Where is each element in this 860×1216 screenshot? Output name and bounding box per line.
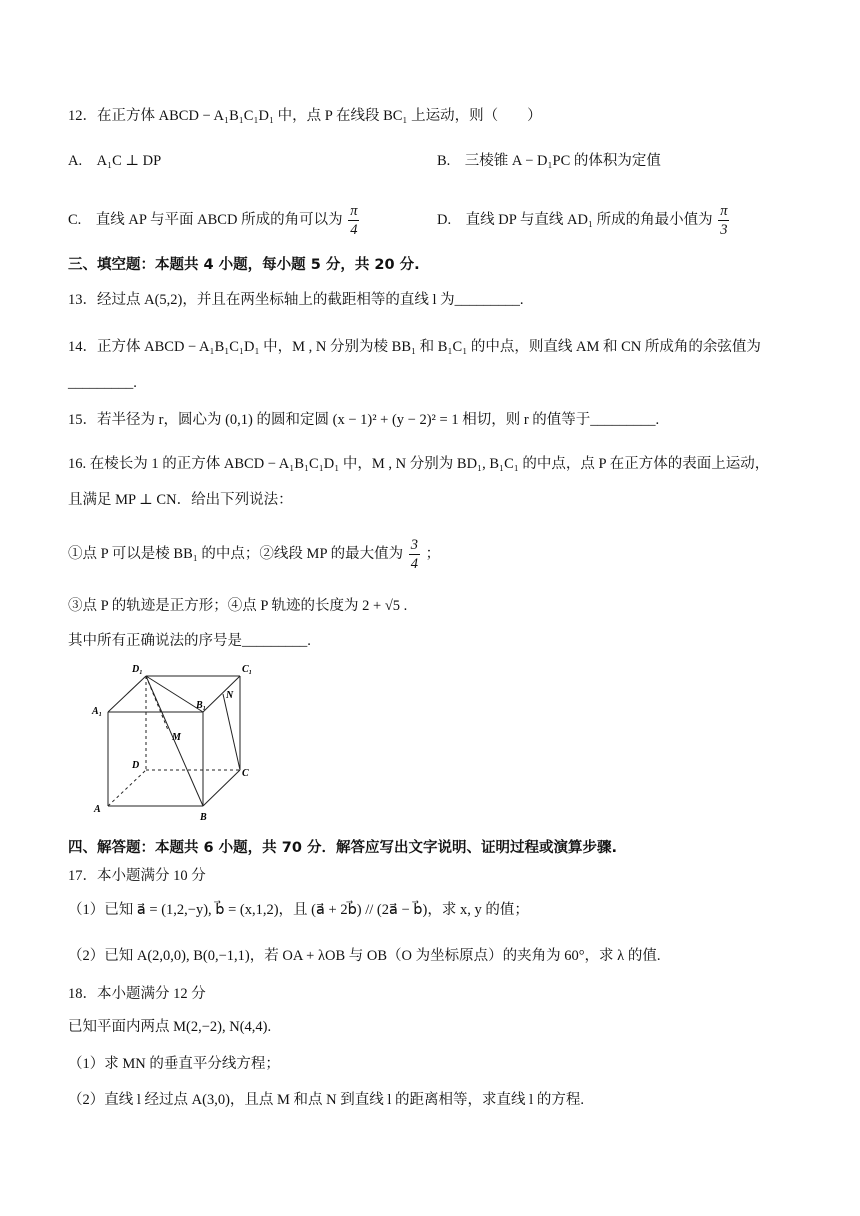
section-3-heading: 三、填空题：本题共 4 小题，每小题 5 分，共 20 分. xyxy=(68,257,420,273)
q12-option-c xyxy=(68,202,361,239)
q18-intro: 已知平面内两点 M(2,−2), N(4,4). xyxy=(68,1019,272,1035)
label-d: D xyxy=(132,760,140,771)
q16-line1: 16. 在棱长为 1 的正方体 ABCD − A₁B₁C₁D₁ 中，M , N 分别为 BD₁, B₁C₁ 的中点，点 P 在正方体的表面上运动， xyxy=(68,456,770,472)
q18-part2: （2）直线 l 经过点 A(3,0)，且点 M 和点 N 到直线 l 的距离相等，求直线 l 的方程. xyxy=(68,1092,584,1108)
label-n: N xyxy=(226,690,234,701)
q16-line3 xyxy=(68,536,440,573)
q17-title: 17．本小题满分 10 分 xyxy=(68,868,206,884)
q16-line3-text: ①点 P 可以是棱 BB₁ 的中点；②线段 MP 的最大值为 xyxy=(68,545,404,562)
label-b1: B₁ xyxy=(196,700,207,711)
q12-option-d xyxy=(437,202,731,239)
q12-option-d-text: D. 直线 DP 与直线 AD₁ 所成的角最小值为 xyxy=(437,211,713,228)
q16-fraction xyxy=(409,536,420,573)
fraction-numerator: π xyxy=(720,203,728,219)
label-c: C xyxy=(242,768,249,779)
q12-option-d-fraction xyxy=(718,202,729,239)
q12-option-a: A. A₁C ⊥ DP xyxy=(68,153,162,169)
label-b: B xyxy=(200,812,207,823)
fraction-numerator: 3 xyxy=(410,537,418,553)
q16-line4: ③点 P 的轨迹是正方形；④点 P 轨迹的长度为 2 + √5 . xyxy=(68,598,408,614)
q17-part2: （2）已知 A(2,0,0), B(0,−1,1)，若 OA + λOB 与 OB（O 为坐标原点）的夹角为 60°，求 λ 的值. xyxy=(68,948,661,964)
section-4-heading: 四、解答题：本题共 6 小题，共 70 分．解答应写出文字说明、证明过程或演算步骤. xyxy=(68,840,617,856)
q14-line1: 14．正方体 ABCD − A₁B₁C₁D₁ 中，M , N 分别为棱 BB₁ 和 B₁C₁ 的中点，则直线 AM 和 CN 所成角的余弦值为 xyxy=(68,339,761,355)
label-m: M xyxy=(172,732,181,743)
q16-line5: 其中所有正确说法的序号是_________. xyxy=(68,633,311,649)
label-c1: C₁ xyxy=(242,664,253,675)
q12-option-b: B. 三棱锥 A − D₁PC 的体积为定值 xyxy=(437,153,661,169)
q12-option-c-text: C. 直线 AP 与平面 ABCD 所成的角可以为 xyxy=(68,211,343,228)
cube-figure xyxy=(88,658,268,826)
fraction-numerator: π xyxy=(350,203,358,219)
q14-line2: _________. xyxy=(68,375,137,391)
q18-part1: （1）求 MN 的垂直平分线方程； xyxy=(68,1056,280,1072)
fraction-denominator: 3 xyxy=(720,222,728,238)
fraction-denominator: 4 xyxy=(410,556,418,572)
label-a: A xyxy=(94,804,101,815)
q13: 13．经过点 A(5,2)，并且在两坐标轴上的截距相等的直线 l 为_________. xyxy=(68,292,524,308)
fraction-denominator: 4 xyxy=(350,222,358,238)
label-a1: A₁ xyxy=(92,706,103,717)
label-d1: D₁ xyxy=(132,664,143,675)
q18-title: 18．本小题满分 12 分 xyxy=(68,986,206,1002)
q12-stem: 12．在正方体 ABCD − A₁B₁C₁D₁ 中，点 P 在线段 BC₁ 上运动，则（ ） xyxy=(68,108,542,124)
q15: 15．若半径为 r，圆心为 (0,1) 的圆和定圆 (x − 1)² + (y − 2)² = 1 相切，则 r 的值等于_________. xyxy=(68,412,660,428)
q12-option-c-fraction xyxy=(348,202,359,239)
q16-line3-end: ； xyxy=(425,545,441,562)
q16-line2: 且满足 MP ⊥ CN．给出下列说法： xyxy=(68,492,293,508)
q17-part1: （1）已知 a⃗ = (1,2,−y), b⃗ = (x,1,2)，且 (a⃗ + 2b⃗) // (2a⃗ − b⃗)，求 x, y 的值； xyxy=(68,902,529,918)
